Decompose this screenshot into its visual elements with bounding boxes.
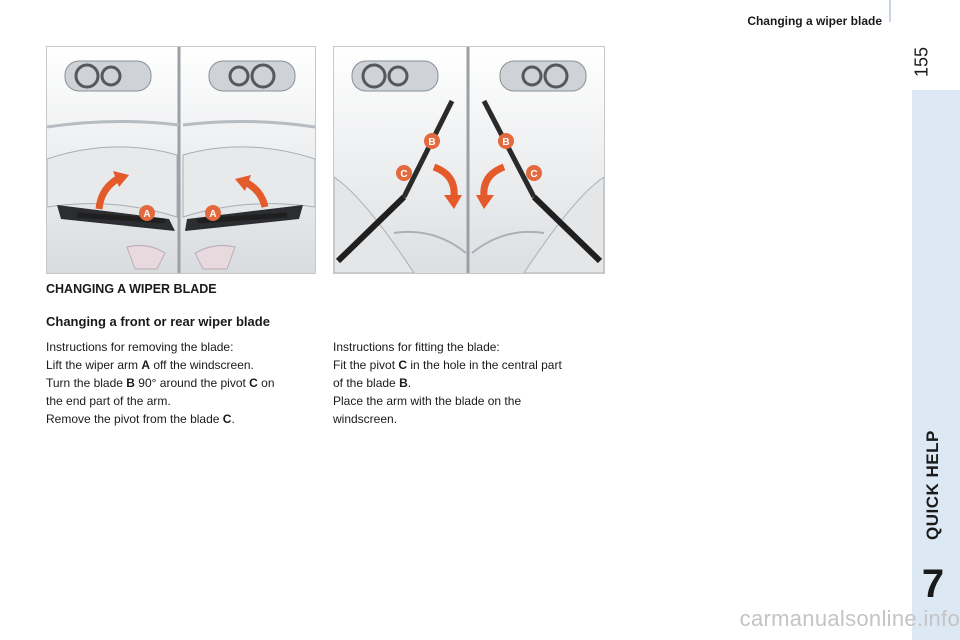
text-fragment: A <box>143 209 151 220</box>
running-header: Changing a wiper blade <box>747 14 882 28</box>
instruction-line <box>333 338 608 356</box>
watermark: carmanualsonline.info <box>739 606 960 631</box>
text-fragment: Place the arm with the blade on the <box>333 394 522 408</box>
text-fragment: Lift the wiper arm <box>46 358 142 372</box>
text-fragment: B <box>399 376 408 390</box>
instruction-line <box>46 374 316 392</box>
rear-view-mirror-icon <box>352 61 438 91</box>
wiper-lift-drawing <box>47 47 315 273</box>
chapter-side-tab <box>912 90 960 640</box>
instruction-line <box>46 392 316 410</box>
chapter-tab-label: QUICK HELP <box>923 430 942 540</box>
text-fragment: in the hole in the central part <box>407 358 562 372</box>
text-fragment: the end part of the arm. <box>46 394 171 408</box>
instruction-line <box>333 410 608 428</box>
instruction-line <box>333 356 608 374</box>
text-fragment: on <box>257 376 275 390</box>
rear-view-mirror-icon <box>209 61 295 91</box>
text-fragment: windscreen. <box>333 412 398 426</box>
blade-pivot-drawing <box>334 47 604 273</box>
page-number: 155 <box>911 46 932 78</box>
instruction-line <box>46 356 316 374</box>
fitting-instructions <box>333 338 608 428</box>
illustration-blade-pivot <box>333 46 605 274</box>
marker-a-icon <box>139 205 155 221</box>
illustration-lift-wiper-arm <box>46 46 316 274</box>
rear-view-mirror-icon <box>500 61 586 91</box>
text-fragment: A <box>141 358 151 372</box>
text-fragment: C <box>222 412 232 426</box>
text-fragment: of the blade <box>333 376 400 390</box>
text-fragment: A <box>209 209 217 220</box>
text-fragment: B <box>126 376 135 390</box>
text-fragment: Instructions for fitting the blade: <box>333 340 500 354</box>
text-fragment: off the windscreen. <box>150 358 254 372</box>
text-fragment: B <box>502 137 510 148</box>
text-fragment: C <box>400 169 408 180</box>
rear-view-mirror-icon <box>65 61 151 91</box>
text-fragment: 90° around the pivot <box>134 376 250 390</box>
text-fragment: B <box>428 137 436 148</box>
instruction-line <box>46 410 316 428</box>
instruction-line <box>333 392 608 410</box>
text-fragment: C <box>530 169 538 180</box>
chapter-number: 7 <box>921 562 945 606</box>
text-fragment: Fit the pivot <box>333 358 399 372</box>
text-fragment: . <box>407 376 412 390</box>
sub-title: Changing a front or rear wiper blade <box>46 314 270 329</box>
marker-b-icon <box>498 133 514 149</box>
marker-a-icon <box>205 205 221 221</box>
section-title: CHANGING A WIPER BLADE <box>46 282 217 296</box>
instruction-line <box>46 338 316 356</box>
removal-instructions <box>46 338 316 428</box>
instruction-line <box>333 374 608 392</box>
marker-c-icon <box>396 165 412 181</box>
text-fragment: . <box>231 412 235 426</box>
text-fragment: Turn the blade <box>46 376 127 390</box>
text-fragment: C <box>249 376 258 390</box>
text-fragment: C <box>398 358 408 372</box>
text-fragment: Remove the pivot from the blade <box>46 412 223 426</box>
header-divider <box>889 0 891 22</box>
text-fragment: Instructions for removing the blade: <box>46 340 234 354</box>
marker-b-icon <box>424 133 440 149</box>
marker-c-icon <box>526 165 542 181</box>
